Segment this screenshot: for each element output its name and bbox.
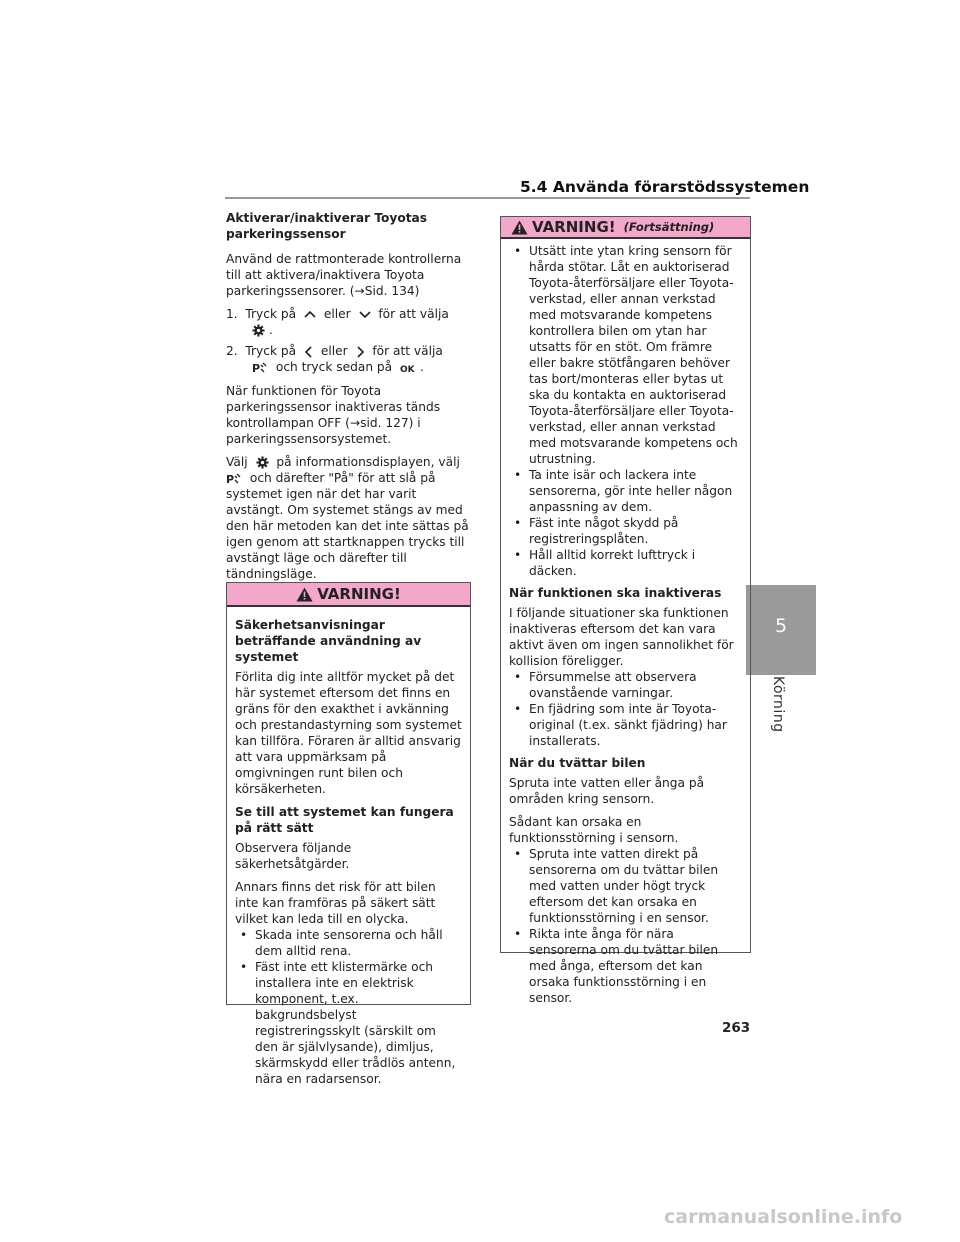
warning-list	[509, 243, 742, 579]
section-heading: Aktiverar/inaktiverar Toyotas parkeringssensor	[226, 211, 428, 241]
list-item: • Fäst inte något skydd på registreringsplåten.	[509, 515, 742, 547]
warning-title: VARNING!	[317, 585, 401, 603]
warning-subheading: Se till att systemet kan fungera på rätt sätt	[235, 805, 454, 835]
warning-triangle-icon	[296, 587, 313, 602]
warning-title: VARNING!	[532, 218, 616, 236]
list-item: • Utsätt inte ytan kring sensorn för hårda stötar. Låt en auktoriserad Toyota-återförsäljare eller Toyota-verkstad, eller annan verkstad med motsvarande kompetens kontrollera bilen om ytan har utsatts för en stöt. Om främre eller bakre stötfångaren behöver tas bort/monteras eller bytas ut ska du kontakta en auktoriserad Toyota-återförsäljare eller Toyota-verkstad, eller annan verkstad med motsvarande kompetens och utrustning.	[509, 243, 742, 467]
warning-paragraph: I följande situationer ska funktionen inaktiveras eftersom det kan vara aktivt även om ingen sannolikhet för kollision föreligger.	[509, 606, 734, 668]
list-item: • Håll alltid korrekt lufttryck i däcken.	[509, 547, 742, 579]
warning-box-continued	[500, 216, 751, 1005]
svg-text:OK: OK	[400, 364, 415, 373]
step-text: .	[420, 360, 424, 374]
warning-paragraph: Förlita dig inte alltför mycket på det här systemet eftersom det finns en gräns för den exakthet i avkänning och prestandastyrning som systemet kan tillföra. Föraren är alltid ansvarig att vara uppmärksam på omgivningen runt bilen och körsäkerheten.	[235, 670, 462, 796]
warning-header	[501, 217, 750, 239]
step-number: 1.	[226, 307, 238, 321]
warning-header	[227, 583, 470, 607]
warning-subheading: När du tvättar bilen	[509, 756, 646, 770]
step-text: och tryck sedan på	[275, 360, 393, 374]
list-item: • Ta inte isär och lackera inte sensorerna, gör inte heller någon anpassning av dem.	[509, 467, 742, 515]
step-text: för att välja	[378, 307, 449, 321]
step-text: Tryck på	[245, 307, 297, 321]
page-number: 263	[722, 1020, 751, 1036]
header-rule	[225, 197, 750, 199]
step-text: eller	[323, 307, 351, 321]
warning-paragraph: Observera följande säkerhetsåtgärder.	[235, 841, 352, 871]
left-column	[226, 210, 471, 589]
warning-list	[509, 846, 742, 1006]
para-text: och därefter "På" för att slå på systemet igen när det har varit avstängt. Om systemet stängs av med den här metoden kan det inte sättas på igen genom att startknappen trycks till avstängt läge och därefter till tändningsläge.	[226, 471, 469, 581]
list-item: • Spruta inte vatten direkt på sensorerna om du tvättar bilen med vatten under högt tryck eftersom det kan orsaka en funktionsstörning i en sensor.	[509, 846, 742, 926]
step-text: .	[269, 323, 273, 337]
para-text: på informationsdisplayen, välj	[276, 455, 460, 469]
parking-sensor-icon	[226, 472, 242, 485]
step-1	[226, 306, 471, 338]
svg-text:P: P	[252, 362, 261, 374]
step-text: eller	[320, 344, 348, 358]
step-2	[226, 343, 471, 375]
step-text: för att välja	[372, 344, 443, 358]
para-text: Välj	[226, 455, 248, 469]
chevron-left-icon	[304, 346, 313, 358]
watermark: carmanualsonline.info	[664, 1206, 903, 1228]
warning-continued-label: (Fortsättning)	[623, 220, 715, 234]
warning-triangle-icon	[511, 220, 528, 235]
gear-icon	[252, 324, 265, 337]
warning-subheading: Säkerhetsanvisningar beträffande användning av systemet	[235, 618, 422, 664]
list-item: • Försummelse att observera ovanstående varningar.	[509, 669, 742, 701]
warning-list	[235, 927, 462, 1087]
list-item: • Skada inte sensorerna och håll dem alltid rena.	[235, 927, 462, 959]
chevron-down-icon	[359, 310, 371, 319]
parking-sensor-icon	[252, 361, 268, 374]
svg-text:P: P	[226, 473, 235, 485]
chevron-up-icon	[304, 310, 316, 319]
chapter-tab	[746, 585, 816, 675]
chapter-number: 5	[774, 615, 788, 637]
warning-paragraph: Annars finns det risk för att bilen inte kan framföras på säkert sätt vilket kan leda till en olycka.	[235, 880, 436, 926]
warning-paragraph: Spruta inte vatten eller ånga på områden kring sensorn.	[509, 776, 705, 806]
list-item: • En fjädring som inte är Toyota-original (t.ex. sänkt fjädring) har installerats.	[509, 701, 742, 749]
list-item: • Fäst inte ett klistermärke och installera inte en elektrisk komponent, t.ex. bakgrundsbelyst registreringsskylt (särskilt om den är självlysande), dimljus, skärmskydd eller trådlös antenn, nära en radarsensor.	[235, 959, 462, 1087]
warning-body	[227, 607, 470, 1087]
warning-body	[501, 239, 750, 1006]
intro-paragraph: Använd de rattmonterade kontrollerna till att aktivera/inaktivera Toyota parkeringssensorer. (→Sid. 134)	[226, 252, 462, 298]
paragraph-off-lamp: När funktionen för Toyota parkeringssensor inaktiveras tänds kontrollampan OFF (→sid. 127) i parkeringssensorsystemet.	[226, 384, 441, 446]
step-text: Tryck på	[245, 344, 297, 358]
gear-icon	[256, 456, 269, 469]
list-item: • Rikta inte ånga för nära sensorerna om du tvättar bilen med ånga, eftersom det kan orsaka funktionsstörning i en sensor.	[509, 926, 742, 1006]
paragraph-reactivate	[226, 454, 471, 582]
section-title: 5.4 Använda förarstödssystemen	[520, 178, 810, 196]
step-number: 2.	[226, 344, 238, 358]
warning-box	[226, 582, 471, 1086]
chevron-right-icon	[356, 346, 365, 358]
warning-subheading: När funktionen ska inaktiveras	[509, 586, 722, 600]
warning-paragraph: Sådant kan orsaka en funktionsstörning i sensorn.	[509, 815, 679, 845]
chapter-label: Körning	[770, 676, 786, 733]
warning-list	[509, 669, 742, 749]
ok-icon	[400, 363, 416, 373]
